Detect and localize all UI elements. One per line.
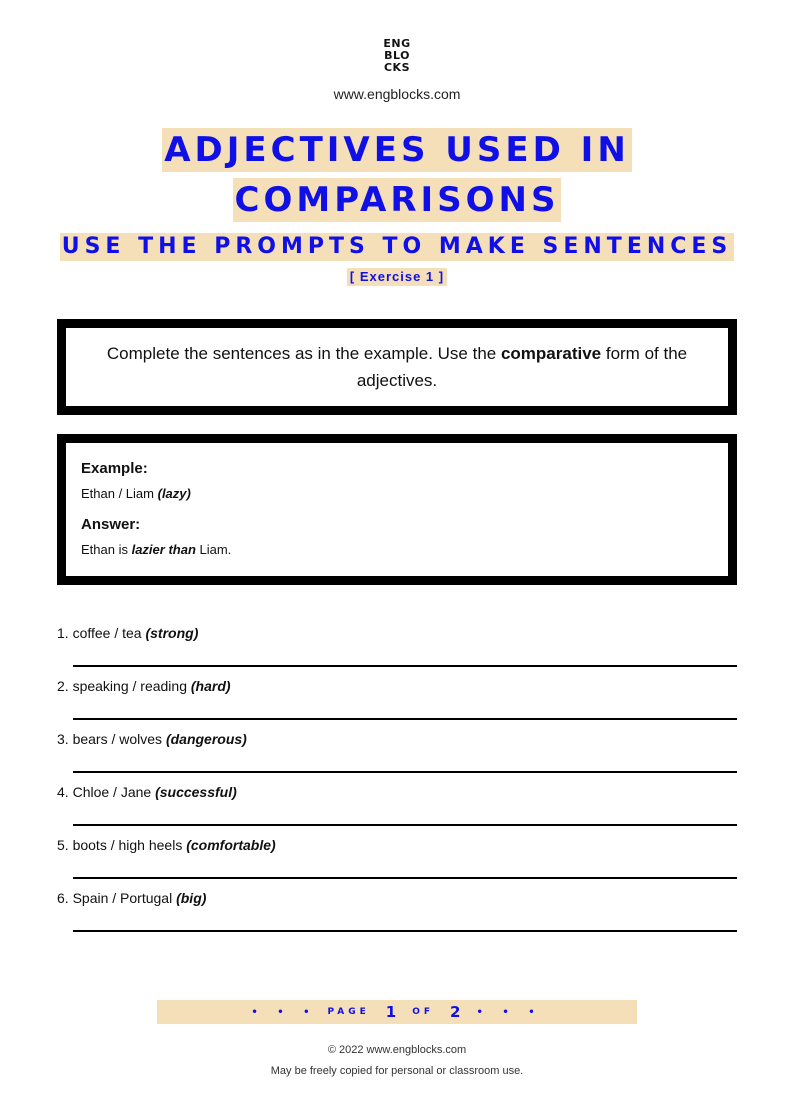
question-number: 6. bbox=[57, 890, 69, 906]
question-text: Chloe / Jane bbox=[72, 784, 152, 800]
answer-text bbox=[81, 541, 713, 559]
example-box bbox=[57, 434, 737, 585]
answer-label: Answer: bbox=[81, 516, 141, 533]
instructions-text bbox=[96, 340, 698, 394]
question-number: 4. bbox=[57, 784, 69, 800]
engblocks-logo bbox=[0, 38, 794, 74]
question-adjective: (hard) bbox=[190, 678, 231, 694]
question-prompt bbox=[57, 624, 198, 642]
answer-bold: lazier than bbox=[131, 542, 196, 557]
question-adjective: (strong) bbox=[145, 625, 199, 641]
of-label: OF bbox=[412, 1007, 435, 1017]
question-text: bears / wolves bbox=[72, 731, 163, 747]
list-item bbox=[57, 832, 737, 885]
question-number: 2. bbox=[57, 678, 69, 694]
exercise-tag: [ Exercise 1 ] bbox=[347, 268, 447, 286]
question-prompt bbox=[57, 836, 276, 854]
question-prompt bbox=[57, 783, 237, 801]
question-text: speaking / reading bbox=[72, 678, 187, 694]
logo-line-2: BLO bbox=[384, 49, 410, 62]
example-prompt bbox=[81, 485, 713, 503]
answer-after: Liam. bbox=[195, 542, 232, 557]
answer-before: Ethan is bbox=[81, 542, 132, 557]
license-note: May be freely copied for personal or classroom use. bbox=[270, 1065, 524, 1077]
page-label: PAGE bbox=[327, 1007, 370, 1017]
answer-line[interactable] bbox=[73, 877, 737, 879]
page-title bbox=[0, 128, 794, 228]
answer-line[interactable] bbox=[73, 665, 737, 667]
logo-line-3: CKS bbox=[383, 61, 411, 74]
question-prompt bbox=[57, 730, 247, 748]
answer-line[interactable] bbox=[73, 824, 737, 826]
copyright: © 2022 www.engblocks.com bbox=[327, 1044, 467, 1056]
dots-right: • • • bbox=[476, 1006, 543, 1018]
logo-line-1: ENG bbox=[383, 37, 411, 50]
current-page: 1 bbox=[385, 1003, 397, 1021]
question-adjective: (big) bbox=[176, 890, 207, 906]
exercise-wrap bbox=[0, 268, 794, 286]
question-prompt bbox=[57, 889, 206, 907]
list-item bbox=[57, 885, 737, 938]
question-list bbox=[57, 620, 737, 938]
question-adjective: (comfortable) bbox=[186, 837, 276, 853]
subtitle-wrap bbox=[0, 233, 794, 261]
page-subtitle: USE THE PROMPTS TO MAKE SENTENCES bbox=[61, 234, 733, 259]
answer-line[interactable] bbox=[73, 718, 737, 720]
question-adjective: (successful) bbox=[155, 784, 237, 800]
example-prompt-text: Ethan / Liam bbox=[81, 486, 158, 501]
answer-line[interactable] bbox=[73, 930, 737, 932]
list-item bbox=[57, 779, 737, 832]
dots-left: • • • bbox=[251, 1006, 318, 1018]
instructions-box bbox=[57, 319, 737, 415]
question-text: Spain / Portugal bbox=[72, 890, 173, 906]
title-line-1: ADJECTIVES USED IN bbox=[164, 130, 630, 170]
list-item bbox=[57, 673, 737, 726]
instructions-before: Complete the sentences as in the example. Use the bbox=[106, 344, 501, 363]
question-adjective: (dangerous) bbox=[165, 731, 247, 747]
page-indicator bbox=[157, 1000, 637, 1024]
list-item bbox=[57, 726, 737, 779]
question-text: coffee / tea bbox=[72, 625, 142, 641]
instructions-after: form of the adjectives. bbox=[356, 344, 688, 390]
question-text: boots / high heels bbox=[72, 837, 183, 853]
total-pages: 2 bbox=[450, 1003, 461, 1021]
site-url[interactable]: www.engblocks.com bbox=[333, 86, 461, 102]
question-number: 5. bbox=[57, 837, 69, 853]
instructions-bold: comparative bbox=[500, 344, 602, 363]
question-prompt bbox=[57, 677, 231, 695]
question-number: 1. bbox=[57, 625, 69, 641]
answer-line[interactable] bbox=[73, 771, 737, 773]
example-label: Example: bbox=[81, 460, 148, 477]
example-adjective: (lazy) bbox=[157, 486, 191, 501]
title-line-2: COMPARISONS bbox=[234, 180, 560, 220]
list-item bbox=[57, 620, 737, 673]
question-number: 3. bbox=[57, 731, 69, 747]
